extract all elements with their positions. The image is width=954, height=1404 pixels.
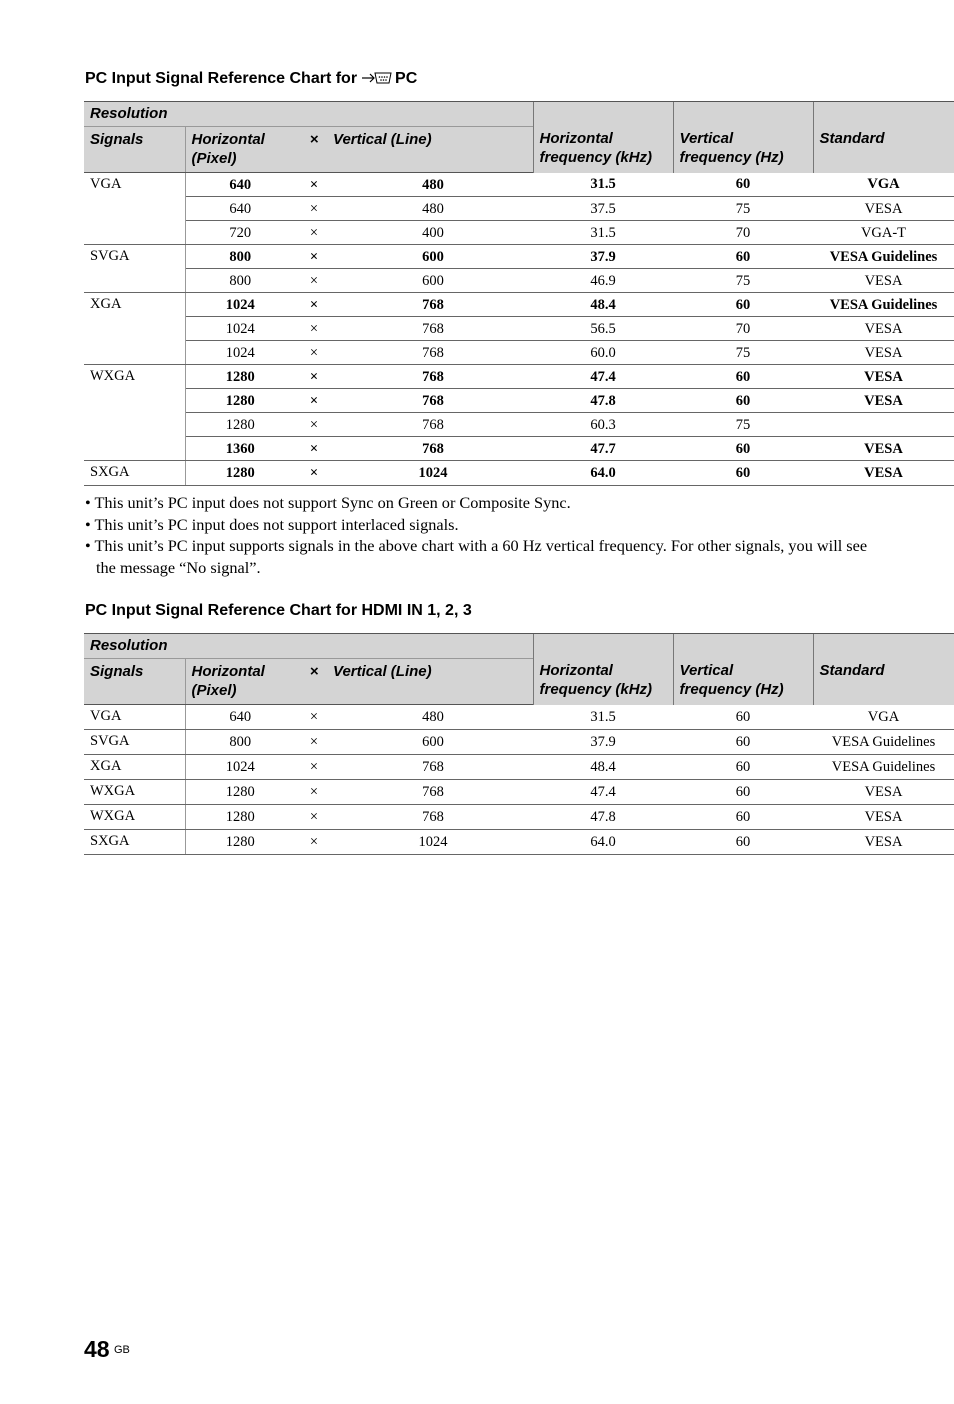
table-row (84, 317, 954, 341)
standard-cell: VESA (813, 317, 954, 341)
table-row (84, 437, 954, 461)
signal-cell: SXGA (84, 830, 185, 855)
horizontal-cell: 640 (185, 197, 295, 221)
standard-cell: VESA (813, 341, 954, 365)
note-item: • This unit’s PC input does not support Sync on Green or Composite Sync. (85, 493, 571, 512)
hfreq-cell: 47.7 (533, 437, 673, 461)
horizontal-cell: 640 (185, 705, 295, 730)
times-cell: × (295, 365, 333, 389)
vertical-cell: 480 (333, 197, 533, 221)
vfreq-cell: 60 (673, 830, 813, 855)
vertical-cell: 768 (333, 389, 533, 413)
vfreq-header: Vertical frequency (Hz) (673, 102, 813, 173)
horizontal-cell: 1280 (185, 365, 295, 389)
vfreq-cell: 60 (673, 173, 813, 197)
hfreq-cell: 60.3 (533, 413, 673, 437)
vertical-cell: 768 (333, 755, 533, 780)
horizontal-cell: 1024 (185, 293, 295, 317)
horizontal-cell: 1024 (185, 317, 295, 341)
signal-cell: WXGA (84, 780, 185, 805)
vfreq-cell: 75 (673, 269, 813, 293)
hfreq-cell: 47.8 (533, 805, 673, 830)
signal-cell: SVGA (84, 730, 185, 755)
vfreq-header: Vertical frequency (Hz) (673, 634, 813, 705)
times-cell: × (295, 780, 333, 805)
signal-cell: XGA (84, 293, 185, 365)
vfreq-cell: 60 (673, 437, 813, 461)
horizontal-pixel-header: Horizontal (Pixel) (185, 659, 295, 705)
standard-cell: VESA (813, 389, 954, 413)
times-cell: × (295, 221, 333, 245)
vertical-cell: 768 (333, 365, 533, 389)
standard-cell: VESA (813, 197, 954, 221)
hfreq-cell: 31.5 (533, 221, 673, 245)
hfreq-cell: 64.0 (533, 830, 673, 855)
standard-cell: VESA Guidelines (813, 755, 954, 780)
times-header: × (295, 659, 333, 705)
times-cell: × (295, 705, 333, 730)
signals-header: Signals (84, 127, 185, 173)
signal-cell: SVGA (84, 245, 185, 293)
vfreq-cell: 60 (673, 705, 813, 730)
hfreq-cell: 56.5 (533, 317, 673, 341)
standard-cell: VESA (813, 805, 954, 830)
standard-cell: VESA Guidelines (813, 293, 954, 317)
times-cell: × (295, 269, 333, 293)
vfreq-cell: 60 (673, 755, 813, 780)
horizontal-cell: 800 (185, 245, 295, 269)
hfreq-cell: 47.4 (533, 365, 673, 389)
chart1-title-suffix: PC (395, 70, 418, 87)
horizontal-cell: 1280 (185, 461, 295, 486)
vfreq-cell: 70 (673, 317, 813, 341)
standard-cell: VESA (813, 461, 954, 486)
standard-cell: VESA (813, 830, 954, 855)
hdmi-signal-table (84, 633, 954, 855)
note-item: • This unit’s PC input supports signals in the above chart with a 60 Hz vertical frequency. For other signals, you will see the message “No signal”. (85, 536, 868, 577)
vertical-line-header: Vertical (Line) (333, 659, 533, 705)
standard-cell (813, 413, 954, 437)
table-row (84, 461, 954, 486)
horizontal-cell: 1280 (185, 780, 295, 805)
standard-header: Standard (813, 634, 954, 705)
times-cell: × (295, 197, 333, 221)
table-row (84, 221, 954, 245)
vfreq-cell: 60 (673, 730, 813, 755)
hfreq-cell: 37.9 (533, 730, 673, 755)
horizontal-cell: 1280 (185, 805, 295, 830)
hfreq-cell: 64.0 (533, 461, 673, 486)
standard-cell: VESA (813, 437, 954, 461)
signal-cell: WXGA (84, 365, 185, 461)
table-row (84, 245, 954, 269)
table-row (84, 805, 954, 830)
vertical-line-header: Vertical (Line) (333, 127, 533, 173)
standard-cell: VGA-T (813, 221, 954, 245)
vertical-cell: 600 (333, 730, 533, 755)
table-row (84, 269, 954, 293)
table-row (84, 830, 954, 855)
vfreq-cell: 75 (673, 413, 813, 437)
note-item: • This unit’s PC input does not support interlaced signals. (85, 514, 459, 534)
horizontal-cell: 800 (185, 269, 295, 293)
table-row (84, 173, 954, 197)
chart2-title: PC Input Signal Reference Chart for HDMI IN 1, 2, 3 (85, 602, 472, 619)
standard-cell: VESA (813, 365, 954, 389)
vertical-cell: 480 (333, 705, 533, 730)
horizontal-cell: 1280 (185, 389, 295, 413)
times-cell: × (295, 461, 333, 486)
pc-signal-table (84, 101, 954, 486)
vfreq-cell: 60 (673, 389, 813, 413)
times-cell: × (295, 805, 333, 830)
table-row (84, 705, 954, 730)
signal-cell: XGA (84, 755, 185, 780)
vfreq-cell: 60 (673, 245, 813, 269)
standard-cell: VGA (813, 173, 954, 197)
hfreq-header: Horizontal frequency (kHz) (533, 102, 673, 173)
vfreq-cell: 75 (673, 197, 813, 221)
vertical-cell: 600 (333, 245, 533, 269)
hfreq-cell: 48.4 (533, 293, 673, 317)
hfreq-cell: 60.0 (533, 341, 673, 365)
table-row (84, 389, 954, 413)
standard-cell: VESA Guidelines (813, 245, 954, 269)
signals-header: Signals (84, 659, 185, 705)
horizontal-cell: 720 (185, 221, 295, 245)
horizontal-cell: 1024 (185, 755, 295, 780)
vertical-cell: 1024 (333, 461, 533, 486)
times-cell: × (295, 317, 333, 341)
table-row (84, 755, 954, 780)
hfreq-header: Horizontal frequency (kHz) (533, 634, 673, 705)
chart1-title (85, 69, 417, 92)
hfreq-cell: 37.9 (533, 245, 673, 269)
table-row (84, 341, 954, 365)
table-row (84, 365, 954, 389)
horizontal-cell: 1280 (185, 413, 295, 437)
vertical-cell: 768 (333, 780, 533, 805)
table-row (84, 780, 954, 805)
standard-header: Standard (813, 102, 954, 173)
times-cell: × (295, 245, 333, 269)
vertical-cell: 768 (333, 413, 533, 437)
times-header: × (295, 127, 333, 173)
vertical-cell: 768 (333, 437, 533, 461)
times-cell: × (295, 293, 333, 317)
horizontal-cell: 640 (185, 173, 295, 197)
table-row (84, 413, 954, 437)
times-cell: × (295, 389, 333, 413)
times-cell: × (295, 755, 333, 780)
hfreq-cell: 48.4 (533, 755, 673, 780)
times-cell: × (295, 437, 333, 461)
vertical-cell: 400 (333, 221, 533, 245)
resolution-header: Resolution (84, 102, 533, 127)
vertical-cell: 1024 (333, 830, 533, 855)
vfreq-cell: 60 (673, 780, 813, 805)
times-cell: × (295, 173, 333, 197)
pc-input-icon (361, 70, 393, 92)
notes (85, 492, 875, 578)
vfreq-cell: 60 (673, 293, 813, 317)
hfreq-cell: 47.8 (533, 389, 673, 413)
vfreq-cell: 60 (673, 365, 813, 389)
times-cell: × (295, 830, 333, 855)
standard-cell: VGA (813, 705, 954, 730)
horizontal-pixel-header: Horizontal (Pixel) (185, 127, 295, 173)
hfreq-cell: 37.5 (533, 197, 673, 221)
page-region: GB (114, 1344, 130, 1356)
vfreq-cell: 60 (673, 461, 813, 486)
page-number: 48 (84, 1336, 110, 1362)
table-row (84, 730, 954, 755)
hfreq-cell: 31.5 (533, 705, 673, 730)
standard-cell: VESA (813, 780, 954, 805)
table-row (84, 197, 954, 221)
vertical-cell: 768 (333, 317, 533, 341)
vfreq-cell: 75 (673, 341, 813, 365)
vertical-cell: 480 (333, 173, 533, 197)
vfreq-cell: 70 (673, 221, 813, 245)
times-cell: × (295, 730, 333, 755)
times-cell: × (295, 341, 333, 365)
standard-cell: VESA Guidelines (813, 730, 954, 755)
signal-cell: WXGA (84, 805, 185, 830)
vertical-cell: 768 (333, 293, 533, 317)
standard-cell: VESA (813, 269, 954, 293)
horizontal-cell: 800 (185, 730, 295, 755)
chart1-title-prefix: PC Input Signal Reference Chart for (85, 70, 358, 87)
horizontal-cell: 1360 (185, 437, 295, 461)
vfreq-cell: 60 (673, 805, 813, 830)
signal-cell: VGA (84, 705, 185, 730)
signal-cell: VGA (84, 173, 185, 245)
vertical-cell: 768 (333, 341, 533, 365)
resolution-header: Resolution (84, 634, 533, 659)
hfreq-cell: 46.9 (533, 269, 673, 293)
table-row (84, 293, 954, 317)
vertical-cell: 600 (333, 269, 533, 293)
horizontal-cell: 1280 (185, 830, 295, 855)
signal-cell: SXGA (84, 461, 185, 486)
vertical-cell: 768 (333, 805, 533, 830)
hfreq-cell: 31.5 (533, 173, 673, 197)
times-cell: × (295, 413, 333, 437)
hfreq-cell: 47.4 (533, 780, 673, 805)
horizontal-cell: 1024 (185, 341, 295, 365)
